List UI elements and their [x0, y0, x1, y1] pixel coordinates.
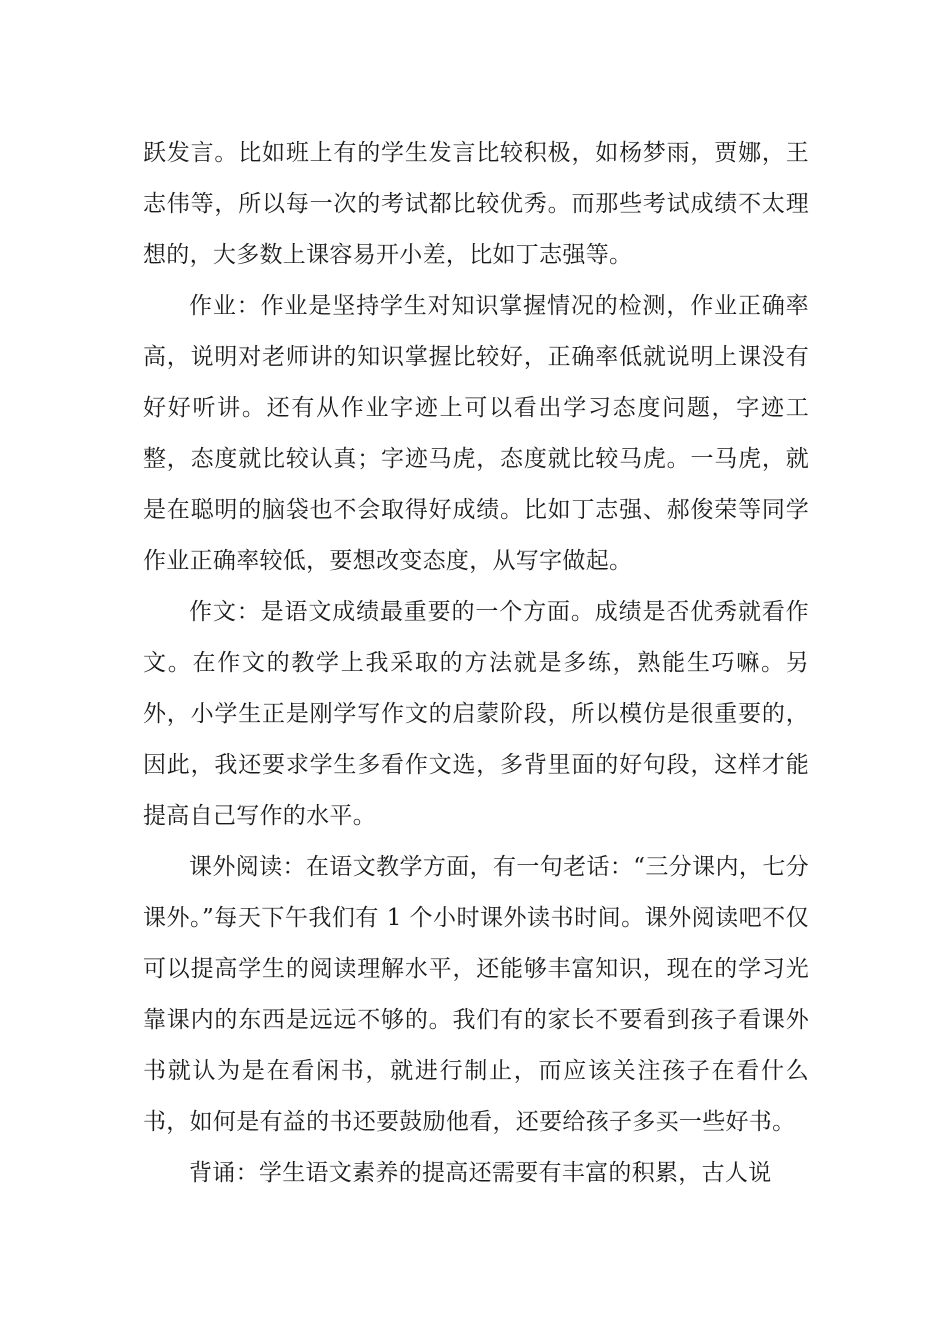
paragraph-continued-participation: 跃发言。比如班上有的学生发言比较积极，如杨梦雨，贾娜，王志伟等，所以每一次的考试都比较优秀。而那些考试成绩不太理想的，大多数上课容易开小差，比如丁志强等。 [143, 140, 809, 268]
paragraph-recitation: 背诵：学生语文素养的提高还需要有丰富的积累，古人说 [189, 1160, 772, 1186]
paragraph-composition: 作文：是语文成绩最重要的一个方面。成绩是否优秀就看作文。在作文的教学上我采取的方法就是多练，熟能生巧嘛。另外，小学生正是刚学写作文的启蒙阶段，所以模仿是很重要的，因此，我还要求学生多看作文选，多背里面的好句段，这样才能提高自己写作的水平。 [143, 599, 809, 829]
paragraph-homework: 作业：作业是坚持学生对知识掌握情况的检测，作业正确率高，说明对老师讲的知识掌握比较好，正确率低就说明上课没有好好听讲。还有从作业字迹上可以看出学习态度问题，字迹工整，态度就比较认真；字迹马虎，态度就比较马虎。一马虎，就是在聪明的脑袋也不会取得好成绩。比如丁志强、郝俊荣等同学作业正确率较低，要想改变态度，从写字做起。 [143, 293, 809, 574]
paragraph-extracurricular-reading: 课外阅读：在语文教学方面，有一句老话：“三分课内，七分课外。”每天下午我们有 1 个小时课外读书时间。课外阅读吧不仅可以提高学生的阅读理解水平，还能够丰富知识，现在的学习光靠课内的东西是远远不够的。我们有的家长不要看到孩子看课外书就认为是在看闲书，就进行制止，而应该关注孩子在看什么书，如何是有益的书还要鼓励他看，还要给孩子多买一些好书。 [143, 854, 809, 1135]
document-body [143, 128, 809, 1199]
